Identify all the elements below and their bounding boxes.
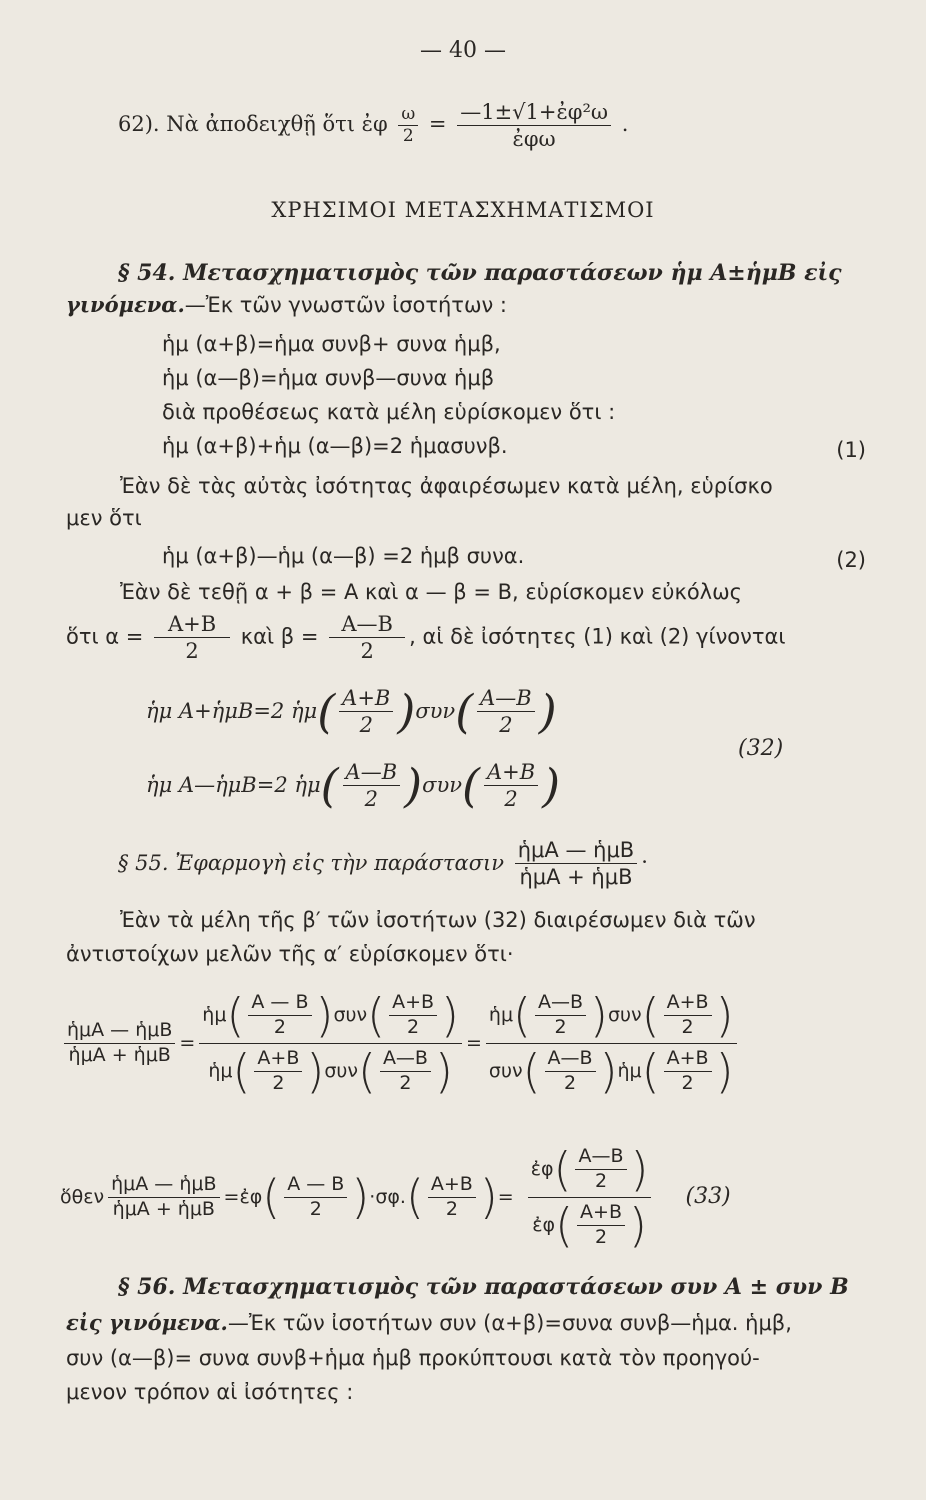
fraction-numerator: A — B <box>284 1174 347 1198</box>
subtract-text: Ἐὰν δὲ τὰς αὐτὰς ἰσότητας ἀφαιρέσωμεν κατὰ μέλη, εὑρίσκο <box>120 474 773 498</box>
fraction-numerator: A+B <box>428 1174 476 1198</box>
hoti-alpha: ὅτι α = <box>66 624 144 649</box>
eq-1 <box>162 434 926 462</box>
fraction-numerator: ἡμA — ἡμB <box>108 1174 219 1198</box>
fraction-numerator: A+B <box>339 686 393 712</box>
s56-line-2: συν (α—β)= συνα συνβ+ἡμα ἡμβ προκύπτουσι κατὰ τὸν προηγού- <box>66 1346 760 1370</box>
fraction-denominator: 2 <box>563 1071 577 1094</box>
fraction-numerator: A+B <box>254 1048 302 1072</box>
ef-word: ἐφ <box>239 1185 263 1208</box>
fraction-denominator: 2 <box>364 787 379 812</box>
fraction-numerator: A+B <box>389 992 437 1016</box>
ef-word: ἐφ <box>532 1213 556 1236</box>
middle-denominator: ἡμ( $\frac{A+B}{2}$ )συν( $\frac{A—B}{2}$ ) <box>208 1044 453 1099</box>
fraction-denominator: 2 <box>402 126 414 147</box>
equals-sign: = <box>428 112 447 137</box>
fraction-denominator: ἐφω <box>512 127 556 152</box>
fraction-numerator: A—B <box>535 992 586 1016</box>
alpha-fraction <box>154 612 230 663</box>
hm-word: ἡμ <box>617 1059 642 1082</box>
s55-para-2: ἀντιστοίχων μελῶν τῆς α′ εὑρίσκομεν ὅτι· <box>66 942 514 966</box>
division-right <box>486 988 737 1099</box>
formula-33-rhs <box>528 1142 652 1253</box>
exercise-62 <box>118 100 926 151</box>
formula-fraction <box>484 760 538 811</box>
division-lhs <box>64 1020 175 1067</box>
division-formula: $\frac{\text{ἡμA — ἡμB}}{\text{ἡμA + ἡμB}}$ = ἡμ( $\frac{A — B}{2}$ )συν( $\frac{A+B}{2}$ ) ἡμ( $\frac{A+B}{2}$ )συν( $\frac{A—B}{2}$ ) = ἡμ( $\frac{A—B}{2}$ )συν( $\frac{A+B}{2}$ ) συν( $\frac{A—B}{2}$ )ἡμ( $\frac{A+B}{2}$ ) <box>60 992 926 1094</box>
formula-left: ἡμ A—ἡμB=2 ἡμ <box>146 773 321 798</box>
formula-32a: ἡμ A+ἡμB=2 ἡμ( $\frac{A+B}{2}$ )συν( $\frac{A—B}{2}$ ) <box>146 684 557 739</box>
fraction-denominator: 2 <box>499 713 513 738</box>
eq-1-text: ἡμ (α+β)+ἡμ (α—β)=2 ἡμασυνβ. <box>162 434 508 458</box>
hm-word: ἡμ <box>202 1003 227 1026</box>
fraction-numerator: A+B <box>664 1048 712 1072</box>
fraction-numerator: A—B <box>343 760 401 786</box>
eq-sin-sum: ἡμ (α+β)=ἡμα συνβ+ συνα ἡμβ, <box>162 332 501 356</box>
sf-word: ·σφ. <box>369 1185 406 1208</box>
syn-word: συν <box>333 1003 368 1026</box>
fraction-denominator: ἡμA + ἡμB <box>519 865 633 890</box>
fraction-numerator: ἡμA — ἡμB <box>515 838 637 864</box>
s54-intro: —Ἐκ τῶν γνωστῶν ἰσοτήτων : <box>184 293 508 317</box>
fraction-numerator: A+B <box>484 760 538 786</box>
hm-word: ἡμ <box>488 1003 514 1026</box>
s55-title <box>118 838 926 889</box>
fraction-numerator: A—B <box>477 686 535 712</box>
s56-title: § 56. Μετασχηματισμὸς τῶν παραστάσεων συν A ± συν B <box>118 1274 849 1300</box>
formula-33-lhs <box>108 1174 219 1221</box>
rhs-numerator: ἐφ( $\frac{A—B}{2}$ ) <box>528 1146 652 1198</box>
half-angle-fraction <box>398 105 418 147</box>
s55-title-text: § 55. Ἐφαρμογὴ εἰς τὴν παράστασιν <box>118 851 505 876</box>
hothen-word: ὅθεν <box>60 1185 105 1208</box>
fraction-numerator: A—B <box>575 1146 626 1170</box>
formula-32b: ἡμ A—ἡμB=2 ἡμ( $\frac{A—B}{2}$ )συν( $\frac{A+B}{2}$ ) <box>146 758 561 813</box>
fraction-denominator: 2 <box>594 1225 608 1248</box>
fraction-numerator: A+B <box>577 1202 625 1226</box>
fraction-numerator: A—B <box>380 1048 431 1072</box>
rhs-fraction <box>457 100 611 151</box>
kai-beta: καὶ β = <box>240 624 319 649</box>
formula-left: ἡμ A+ἡμB=2 ἡμ <box>146 699 318 724</box>
beta-fraction <box>329 612 405 663</box>
eq-sin-diff: ἡμ (α—β)=ἡμα συνβ—συνα ἡμβ <box>162 366 495 390</box>
fraction-denominator: ἡμA + ἡμB <box>68 1043 171 1066</box>
formula-fraction <box>339 686 393 737</box>
s55-fraction <box>515 838 637 889</box>
fraction-denominator: 2 <box>445 1197 458 1220</box>
s56-line-3: μενον τρόπον αἱ ἰσότητες : <box>66 1380 354 1404</box>
fraction-numerator: A+B <box>664 992 712 1016</box>
s55-end: · <box>641 850 648 875</box>
formula-fraction <box>477 686 535 737</box>
fraction-denominator: 2 <box>681 1071 694 1094</box>
eq-2 <box>162 544 926 572</box>
syn-word: συν <box>608 1003 642 1026</box>
fraction-denominator: 2 <box>272 1071 285 1094</box>
division-middle <box>199 988 462 1099</box>
fraction-denominator: 2 <box>554 1015 567 1038</box>
fraction-denominator: 2 <box>681 1015 694 1038</box>
fraction-denominator: 2 <box>399 1071 412 1094</box>
syn-word: συν <box>324 1059 358 1082</box>
syn-word: συν <box>488 1059 523 1082</box>
formula-33: ὅθεν $\frac{\text{ἡμA — ἡμB}}{\text{ἡμA + ἡμB}}$ = ἐφ ( $\frac{A — B}{2}$ ) ·σφ. ( $\frac{A+B}{2}$ ) = ἐφ( $\frac{A—B}{2}$ ) ἐφ( $\frac{A+B}{2}$ ) (33) <box>60 1142 731 1253</box>
s54-title-cont: γινόμενα. <box>66 292 185 317</box>
fraction-numerator: A+B <box>154 612 230 638</box>
formula-fraction <box>343 760 401 811</box>
alpha-beta-line <box>66 612 926 663</box>
page-number: — 40 — <box>420 38 506 63</box>
fraction-denominator: 2 <box>504 787 518 812</box>
eq-1-label: (1) <box>836 438 866 462</box>
s54-title-line2 <box>66 294 926 316</box>
exercise-prefix: 62). Νὰ ἀποδειχθῇ ὅτι ἐφ <box>118 112 388 137</box>
fraction-denominator: 2 <box>359 713 373 738</box>
s56-text-1: —Ἐκ τῶν ἰσοτήτων συν (α+β)=συνα συνβ—ἡμα. ἡμβ, <box>227 1311 792 1335</box>
s54-title: § 54. Μετασχηματισμὸς τῶν παραστάσεων ἡμ A±ἡμB εἰς <box>118 260 842 286</box>
fraction-numerator: A—B <box>329 612 405 638</box>
s56-title-cont: εἰς γινόμενα. <box>66 1310 228 1335</box>
s56-line-1 <box>66 1312 926 1334</box>
fraction-numerator: ἡμA — ἡμB <box>64 1020 175 1044</box>
eq-2-text: ἡμ (α+β)—ἡμ (α—β) =2 ἡμβ συνα. <box>162 544 525 568</box>
fraction-denominator: 2 <box>360 639 374 664</box>
subtract-text-cont: μεν ὅτι <box>66 506 142 530</box>
fraction-denominator: 2 <box>407 1015 420 1038</box>
fraction-denominator: 2 <box>309 1197 322 1220</box>
syn-word: συν <box>415 699 456 724</box>
section-heading: ΧΡΗΣΙΜΟΙ ΜΕΤΑΣΧΗΜΑΤΙΣΜΟΙ <box>271 198 655 222</box>
adding-text: διὰ προθέσεως κατὰ μέλη εὑρίσκομεν ὅτι : <box>162 400 616 424</box>
fraction-denominator: 2 <box>594 1169 608 1192</box>
fraction-numerator: A — B <box>248 992 311 1016</box>
fraction-denominator: 2 <box>273 1015 286 1038</box>
s55-para-1: Ἐὰν τὰ μέλη τῆς β′ τῶν ἰσοτήτων (32) διαιρέσωμεν διὰ τῶν <box>120 908 756 932</box>
ef-word: ἐφ <box>530 1157 554 1180</box>
syn-word: συν <box>422 773 462 798</box>
fraction-numerator: ω <box>398 105 418 127</box>
fraction-denominator: 2 <box>185 639 199 664</box>
label-32: (32) <box>738 736 784 761</box>
become-text: , αἱ δὲ ἰσότητες (1) καὶ (2) γίνονται <box>409 624 786 649</box>
substitution-text: Ἐὰν δὲ τεθῇ α + β = A καὶ α — β = B, εὑρίσκομεν εὐκόλως <box>120 580 743 604</box>
middle-numerator: ἡμ( $\frac{A — B}{2}$ )συν( $\frac{A+B}{2}$ ) <box>199 992 462 1044</box>
label-33: (33) <box>685 1184 731 1210</box>
period: . <box>621 112 629 137</box>
rhs-denominator: ἐφ( $\frac{A+B}{2}$ ) <box>532 1198 647 1253</box>
fraction-denominator: ἡμA + ἡμB <box>112 1197 215 1220</box>
right-numerator: ἡμ( $\frac{A—B}{2}$ )συν( $\frac{A+B}{2}$ ) <box>486 992 737 1044</box>
fraction-numerator: A—B <box>545 1048 596 1072</box>
hm-word: ἡμ <box>208 1059 233 1082</box>
fraction-numerator: —1±√1+ἐφ²ω <box>457 100 611 126</box>
eq-2-label: (2) <box>836 548 866 572</box>
right-denominator: συν( $\frac{A—B}{2}$ )ἡμ( $\frac{A+B}{2}$ ) <box>488 1044 734 1099</box>
